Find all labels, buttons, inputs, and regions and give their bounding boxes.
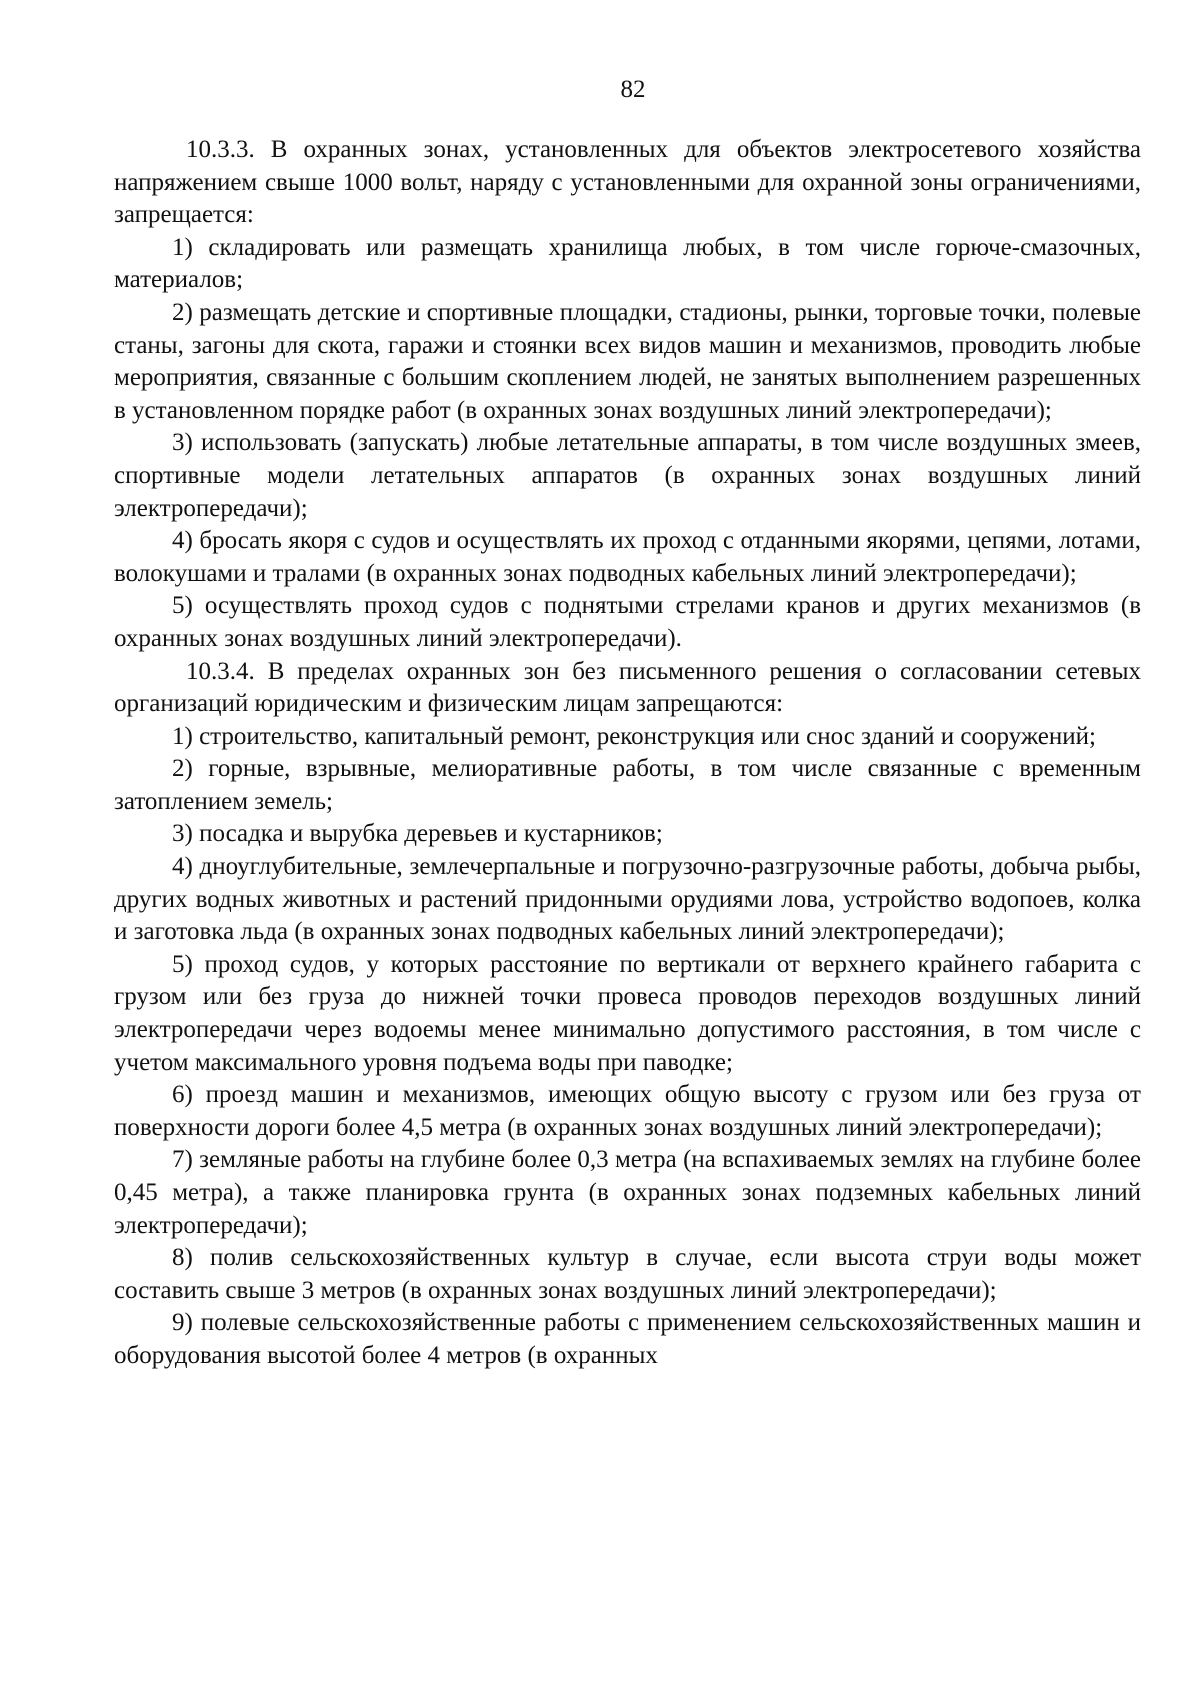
list-item: 4) дноуглубительные, землечерпальные и погрузочно-разгрузочные работы, добыча рыбы, других водных животных и растений придонными орудиями лова, устройство водопоев, колка и заготовка льда (в охранных зонах подводных кабельных линий электропередачи);: [114, 853, 1141, 946]
list-item: 9) полевые сельскохозяйственные работы с применением сельскохозяйственных машин и оборудования высотой более 4 метров (в охранных: [114, 1309, 1141, 1369]
list-item: 1) складировать или размещать хранилища любых, в том числе горюче-смазочных, материалов;: [114, 233, 1141, 294]
list-item: 2) горные, взрывные, мелиоративные работы, в том числе связанные с временным затоплением земель;: [114, 755, 1141, 815]
list-item: 2) размещать детские и спортивные площадки, стадионы, рынки, торговые точки, полевые станы, загоны для скота, гаражи и стоянки всех видов машин и механизмов, проводить любые мероприятия, связанные с большим скоплением людей, не занятых выполнением разрешенных в установленном порядке работ (в охранных зонах воздушных линий электропередачи);: [114, 298, 1141, 424]
list-item: 8) полив сельскохозяйственных культур в случае, если высота струи воды может составить свыше 3 метров (в охранных зонах воздушных линий электропередачи);: [114, 1244, 1141, 1304]
list-item: 1) строительство, капитальный ремонт, реконструкция или снос зданий и сооружений;: [172, 722, 1096, 750]
page-number: 82: [620, 76, 646, 103]
paragraph-10-3-4: 10.3.4. В пределах охранных зон без письменного решения о согласовании сетевых организаций юридическим и физическим лицам запрещаются:: [114, 657, 1141, 718]
list-item: 4) бросать якоря с судов и осуществлять их проход с отданными якорями, цепями, лотами, волокушами и тралами (в охранных зонах подводных кабельных линий электропередачи);: [114, 527, 1141, 587]
list-item: 3) посадка и вырубка деревьев и кустарников;: [172, 820, 663, 848]
list-item: 5) проход судов, у которых расстояние по вертикали от верхнего крайнего габарита с грузом или без груза до нижней точки провеса проводов переходов воздушных линий электропередачи через водоемы менее минимально допустимого расстояния, в том числе с учетом максимального уровня подъема воды при паводке;: [114, 950, 1141, 1076]
list-item: 6) проезд машин и механизмов, имеющих общую высоту с грузом или без груза от поверхности дороги более 4,5 метра (в охранных зонах воздушных линий электропередачи);: [114, 1081, 1141, 1141]
paragraph-10-3-3: 10.3.3. В охранных зонах, установленных для объектов электросетевого хозяйства напряжением свыше 1000 вольт, наряду с установленными для охранной зоны ограничениями, запрещается:: [114, 136, 1141, 229]
list-item: 5) осуществлять проход судов с поднятыми стрелами кранов и других механизмов (в охранных зонах воздушных линий электропередачи).: [114, 592, 1141, 652]
list-item: 7) земляные работы на глубине более 0,3 метра (на вспахиваемых землях на глубине более 0,45 метра), а также планировка грунта (в охранных зонах подземных кабельных линий электропередачи);: [114, 1146, 1141, 1239]
document-body: [114, 134, 1141, 1373]
list-item: 3) использовать (запускать) любые летательные аппараты, в том числе воздушных змеев, спортивные модели летательных аппаратов (в охранных зонах воздушных линий электропередачи);: [114, 429, 1141, 522]
